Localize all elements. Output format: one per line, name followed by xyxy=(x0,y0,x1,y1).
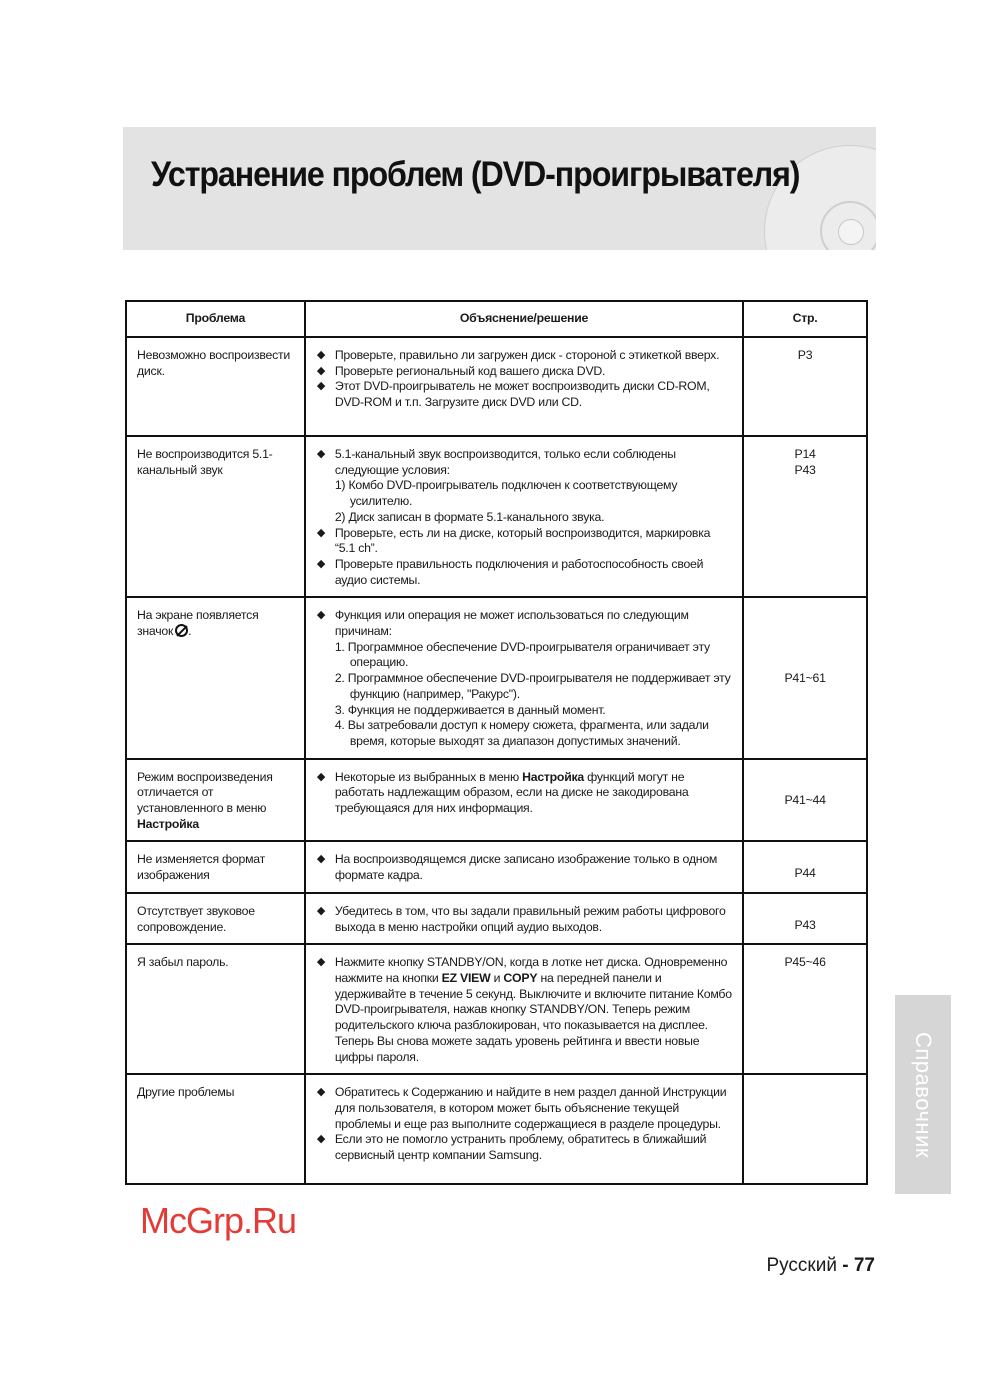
column-header-solution: Объяснение/решение xyxy=(305,301,743,337)
bold-term: Настройка xyxy=(522,769,585,784)
problem-cell xyxy=(126,1074,305,1184)
page-reference: P44 xyxy=(743,841,867,892)
footer-language: Русский xyxy=(766,1255,837,1276)
text-segment: Нажмите кнопку STANDBY/ON, когда в лотке нет диска. Одновременно нажмите на кнопки xyxy=(334,955,728,985)
watermark: McGrp.Ru xyxy=(140,1200,297,1241)
solution-cell xyxy=(305,597,743,758)
problem-text: Невозможно воспроизвести диск. xyxy=(137,348,290,378)
section-tab xyxy=(895,995,951,1194)
table-row xyxy=(126,1074,867,1184)
solution-bullet: ◆ На воспроизводящемся диске записано изображение только в одном формате кадра. xyxy=(335,852,732,883)
page-title: Устранение проблем (DVD-проигрывателя) xyxy=(151,155,800,194)
solution-cell xyxy=(305,944,743,1074)
solution-bullet: ◆ Проверьте, есть ли на диске, который воспроизводится, маркировка “5.1 ch”. xyxy=(335,526,732,557)
problem-text: Режим воспроизведения отличается от установленного в меню xyxy=(137,769,273,816)
problem-cell xyxy=(126,597,305,758)
solution-bullet: ◆ Этот DVD-проигрыватель не может воспроизводить диски CD-ROM, DVD-ROM и т.п. Загрузите диск DVD или CD. xyxy=(335,379,732,410)
table-row xyxy=(126,436,867,597)
solution-cell xyxy=(305,759,743,842)
table-header-row xyxy=(126,301,867,337)
text-segment: и xyxy=(490,970,504,985)
solution-subitem: 4. Вы затребовали доступ к номеру сюжета, фрагмента, или задали время, которые выходят за диапазон допустимых значений. xyxy=(334,718,709,748)
solution-bullet: ◆ Обратитесь к Содержанию и найдите в нем раздел данной Инструкции для пользователя, в котором может быть объяснение текущей проблемы и еще раз выполните содержащиеся в разделе процедуры. xyxy=(335,1085,732,1132)
problem-cell xyxy=(126,841,305,892)
table-row xyxy=(126,759,867,842)
solution-bullet: ◆ Проверьте правильность подключения и работоспособность своей аудио системы. xyxy=(335,557,732,588)
table-row xyxy=(126,944,867,1074)
title-banner xyxy=(123,127,876,250)
problem-menu-name: Настройка xyxy=(137,816,199,831)
solution-bullet: ◆ Если это не помогло устранить проблему, обратитесь в ближайший сервисный центр компании Samsung. xyxy=(335,1132,732,1163)
text-segment: функций могут не работать надлежащим образом, если на диске не закодирована требующаяся для них информация. xyxy=(334,769,689,816)
section-tab-label: Справочник xyxy=(911,1031,936,1158)
solution-bullet: ◆ 5.1-канальный звук воспроизводится, только если соблюдены следующие условия: xyxy=(335,447,732,478)
page-reference xyxy=(743,1074,867,1184)
solution-bullet xyxy=(335,770,732,817)
table-row xyxy=(126,893,867,944)
problem-text: Не изменяется формат изображения xyxy=(137,852,265,883)
solution-cell xyxy=(305,436,743,597)
problem-cell xyxy=(126,893,305,944)
text-segment: на передней панели и удерживайте в течение 5 секунд. Выключите и включите питание Комбо DVD-проигрывателя, нажав кнопку STANDBY/ON. Теперь режим родительского ключа разблокирован, что показывается на дисплее. Теперь Вы снова можете задать уровень рейтинга и ввести новые цифры пароля. xyxy=(334,970,732,1064)
solution-subitem: 2. Программное обеспечение DVD-проигрывателя не поддерживает эту функцию (например, "Ракурс"). xyxy=(334,671,731,701)
problem-cell xyxy=(126,337,305,436)
problem-text: Отсутствует звуковое сопровождение. xyxy=(137,903,255,934)
text-segment: Некоторые из выбранных в меню xyxy=(334,769,523,784)
solution-cell xyxy=(305,1074,743,1184)
page-reference: P41~44 xyxy=(743,759,867,842)
table-row xyxy=(126,597,867,758)
solution-bullet: ◆ Проверьте региональный код вашего диска DVD. xyxy=(335,364,732,380)
problem-cell xyxy=(126,436,305,597)
solution-bullet: ◆ Убедитесь в том, что вы задали правильный режим работы цифрового выхода в меню настройки опций аудио выходов. xyxy=(335,904,732,935)
solution-bullet: ◆ Функция или операция не может использоваться по следующим причинам: xyxy=(335,608,732,639)
problem-suffix: . xyxy=(188,624,192,639)
column-header-problem: Проблема xyxy=(126,301,305,337)
column-header-page: Стр. xyxy=(743,301,867,337)
footer-separator: - xyxy=(842,1255,849,1276)
page-reference: P3 xyxy=(743,337,867,436)
solution-subitem: 3. Функция не поддерживается в данный момент. xyxy=(334,702,606,717)
solution-subitem: 1) Комбо DVD-проигрыватель подключен к соответствующему усилителю. xyxy=(334,478,678,509)
page-number: 77 xyxy=(853,1255,875,1276)
solution-cell xyxy=(305,893,743,944)
page-footer xyxy=(766,1255,875,1277)
solution-cell xyxy=(305,337,743,436)
problem-text: Я забыл пароль. xyxy=(137,955,229,970)
problem-text: Другие проблемы xyxy=(137,1085,235,1100)
problem-cell xyxy=(126,944,305,1074)
problem-text: Не воспроизводится 5.1-канальный звук xyxy=(137,447,273,477)
page-reference: P45~46 xyxy=(743,944,867,1074)
solution-cell xyxy=(305,841,743,892)
prohibited-icon xyxy=(175,624,188,637)
bold-term: EZ VIEW xyxy=(441,970,491,985)
table-row xyxy=(126,841,867,892)
problem-cell xyxy=(126,759,305,842)
solution-subitem: 1. Программное обеспечение DVD-проигрывателя ограничивает эту операцию. xyxy=(334,639,710,670)
troubleshooting-table xyxy=(125,300,868,1185)
problem-text: На экране появляется значок xyxy=(137,608,259,639)
table-row xyxy=(126,337,867,436)
page-reference: P41~61 xyxy=(743,597,867,758)
solution-subitem: 2) Диск записан в формате 5.1-канального звука. xyxy=(334,509,605,524)
solution-bullet xyxy=(335,955,732,1065)
page-reference: P14 P43 xyxy=(743,436,867,597)
bold-term: COPY xyxy=(503,970,538,985)
solution-bullet: ◆ Проверьте, правильно ли загружен диск - стороной с этикеткой вверх. xyxy=(335,348,732,364)
page-reference: P43 xyxy=(743,893,867,944)
